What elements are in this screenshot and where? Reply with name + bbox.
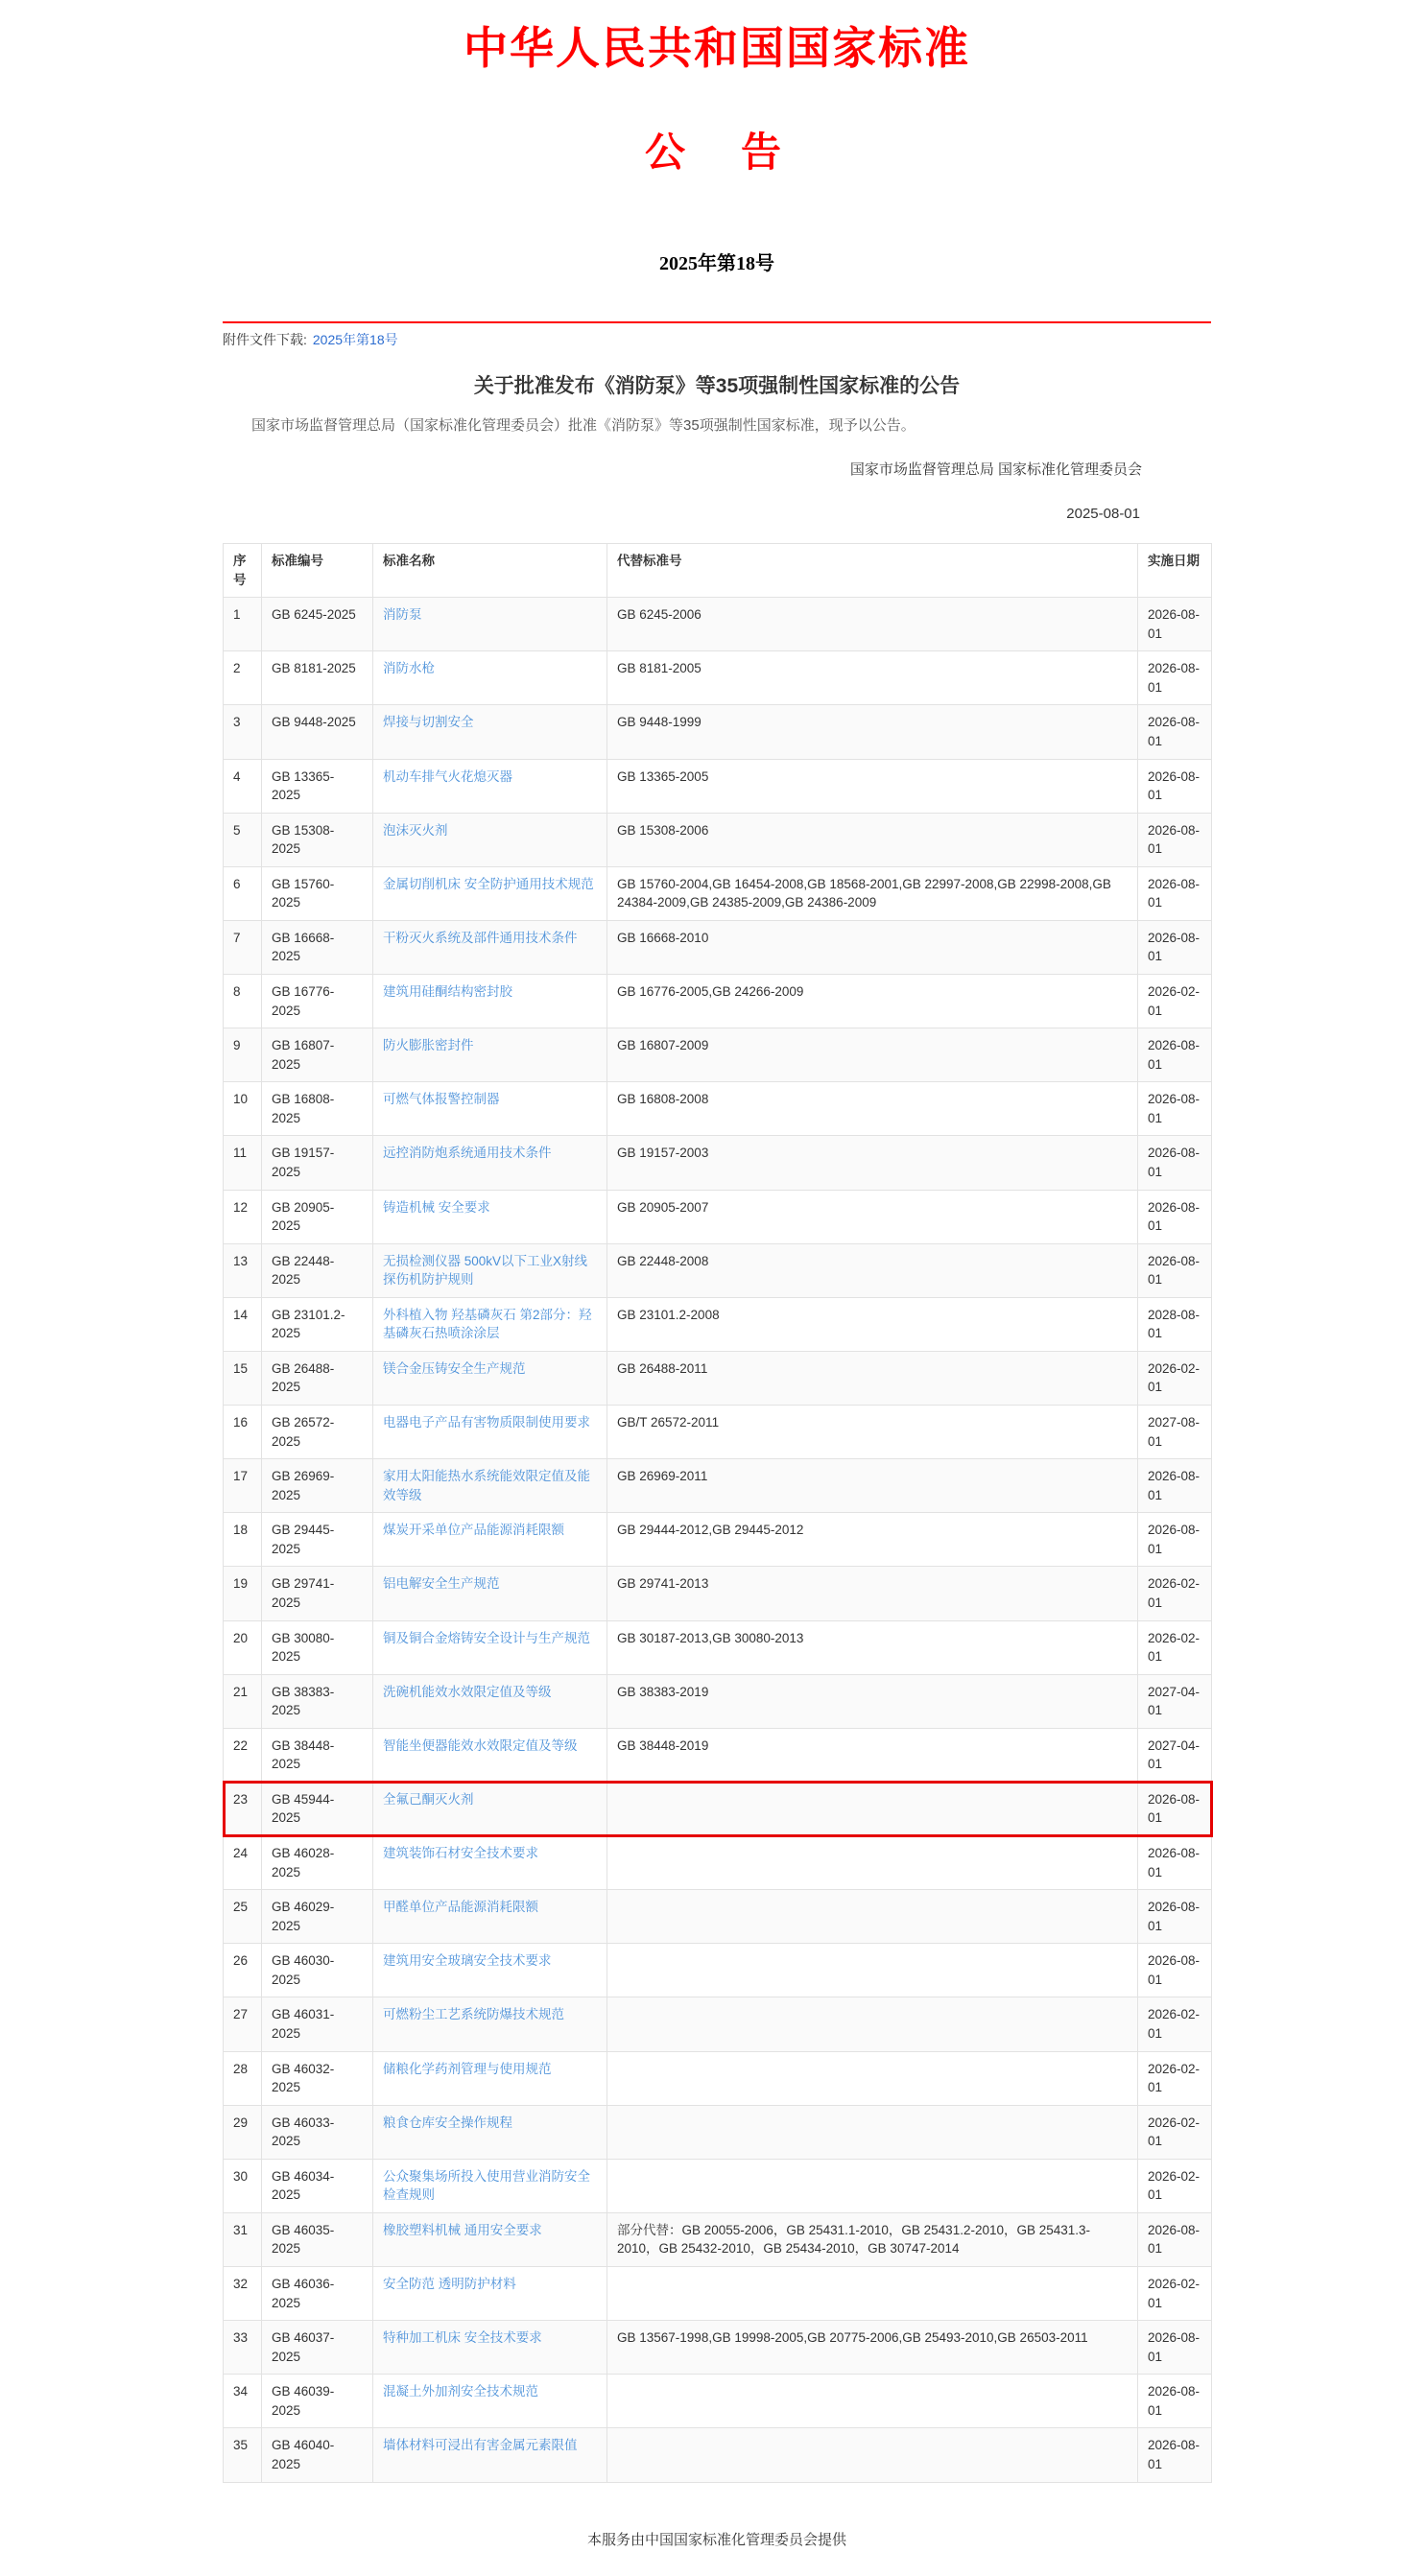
table-row [224, 1620, 1212, 1674]
table-row [224, 1351, 1212, 1405]
implementation-date: 2026-02-01 [1138, 1620, 1212, 1674]
table-row [224, 705, 1212, 759]
row-index: 5 [224, 813, 262, 866]
row-index: 9 [224, 1028, 262, 1082]
standard-name-link[interactable]: 无损检测仪器 500kV以下工业X射线探伤机防护规则 [383, 1253, 588, 1288]
standard-name-link[interactable]: 特种加工机床 安全技术要求 [383, 2330, 542, 2346]
table-row [224, 2375, 1212, 2428]
row-index: 1 [224, 598, 262, 651]
publish-date: 2025-08-01 [1066, 506, 1140, 522]
footer-text: 本服务由中国国家标准化管理委员会提供 [586, 2531, 846, 2548]
implementation-date: 2026-08-01 [1138, 2212, 1212, 2266]
row-index: 3 [224, 705, 262, 759]
implementation-date: 2026-08-01 [1138, 1944, 1212, 1997]
standard-name-link[interactable]: 建筑用硅酮结构密封胶 [383, 984, 512, 999]
standard-name-link[interactable]: 智能坐便器能效水效限定值及等级 [383, 1737, 578, 1753]
column-header: 标准名称 [373, 544, 607, 598]
implementation-date: 2026-08-01 [1138, 1890, 1212, 1944]
column-header: 代替标准号 [607, 544, 1138, 598]
standard-code: GB 16668-2025 [262, 920, 373, 974]
replaced-standards: GB 8181-2005 [607, 651, 1138, 705]
implementation-date: 2026-02-01 [1138, 1351, 1212, 1405]
row-index: 23 [224, 1782, 262, 1835]
standard-code: GB 46029-2025 [262, 1890, 373, 1944]
standard-code: GB 20905-2025 [262, 1190, 373, 1243]
table-row [224, 1944, 1212, 1997]
standard-name-link[interactable]: 建筑用安全玻璃安全技术要求 [383, 1953, 552, 1969]
standard-name-link[interactable]: 消防泵 [383, 607, 422, 623]
replaced-standards: GB 38448-2019 [607, 1728, 1138, 1782]
row-index: 2 [224, 651, 262, 705]
standard-name-cell [373, 1513, 607, 1567]
row-index: 11 [224, 1136, 262, 1190]
standard-name-link[interactable]: 外科植入物 羟基磷灰石 第2部分：羟基磷灰石热喷涂涂层 [383, 1307, 592, 1341]
standard-code: GB 45944-2025 [262, 1782, 373, 1835]
standard-name-cell [373, 866, 607, 920]
table-row [224, 1459, 1212, 1513]
table-row [224, 1243, 1212, 1297]
replaced-standards [607, 2375, 1138, 2428]
replaced-standards: GB 29741-2013 [607, 1567, 1138, 1620]
implementation-date: 2027-04-01 [1138, 1674, 1212, 1728]
table-row [224, 1567, 1212, 1620]
row-index: 25 [224, 1890, 262, 1944]
replaced-standards: 部分代替：GB 20055-2006，GB 25431.1-2010，GB 25431.2-2010，GB 25431.3-2010，GB 25432-2010，GB 25434-2010，GB 30747-2014 [607, 2212, 1138, 2266]
standard-name-link[interactable]: 可燃粉尘工艺系统防爆技术规范 [383, 2007, 564, 2022]
replaced-standards: GB 15308-2006 [607, 813, 1138, 866]
replaced-standards [607, 2105, 1138, 2159]
standard-code: GB 46031-2025 [262, 1997, 373, 2051]
standard-name-cell [373, 1674, 607, 1728]
standard-name-cell [373, 1028, 607, 1082]
standard-name-cell [373, 1997, 607, 2051]
replaced-standards: GB 16808-2008 [607, 1082, 1138, 1136]
implementation-date: 2026-08-01 [1138, 866, 1212, 920]
replaced-standards: GB 26969-2011 [607, 1459, 1138, 1513]
standards-table [223, 543, 1212, 2483]
standard-name-cell [373, 1567, 607, 1620]
implementation-date: 2026-08-01 [1138, 1243, 1212, 1297]
standard-name-cell [373, 2428, 607, 2482]
standard-name-link[interactable]: 储粮化学药剂管理与使用规范 [383, 2061, 552, 2076]
announcement-title: 关于批准发布《消防泵》等35项强制性国家标准的公告 [473, 375, 961, 397]
table-row [224, 2321, 1212, 2375]
replaced-standards: GB 16807-2009 [607, 1028, 1138, 1082]
table-row [224, 1297, 1212, 1351]
replaced-standards [607, 2267, 1138, 2321]
replaced-standards [607, 1997, 1138, 2051]
row-index: 31 [224, 2212, 262, 2266]
replaced-standards: GB 16668-2010 [607, 920, 1138, 974]
replaced-standards: GB 13365-2005 [607, 759, 1138, 813]
standard-name-link[interactable]: 电器电子产品有害物质限制使用要求 [383, 1415, 590, 1430]
attachment-link[interactable]: 2025年第18号 [312, 332, 398, 347]
column-header: 实施日期 [1138, 544, 1212, 598]
row-index: 15 [224, 1351, 262, 1405]
replaced-standards: GB 20905-2007 [607, 1190, 1138, 1243]
standard-code: GB 26488-2025 [262, 1351, 373, 1405]
standard-code: GB 30080-2025 [262, 1620, 373, 1674]
standard-name-cell [373, 2267, 607, 2321]
replaced-standards [607, 1944, 1138, 1997]
standard-code: GB 13365-2025 [262, 759, 373, 813]
replaced-standards: GB 22448-2008 [607, 1243, 1138, 1297]
standard-code: GB 46035-2025 [262, 2212, 373, 2266]
column-header: 序号 [224, 544, 262, 598]
standard-name-cell [373, 598, 607, 651]
replaced-standards: GB 16776-2005,GB 24266-2009 [607, 975, 1138, 1028]
standard-code: GB 26969-2025 [262, 1459, 373, 1513]
replaced-standards [607, 2051, 1138, 2105]
standard-name-link[interactable]: 公众聚集场所投入使用营业消防安全检查规则 [383, 2168, 590, 2203]
implementation-date: 2026-08-01 [1138, 1028, 1212, 1082]
table-row [224, 1190, 1212, 1243]
standard-code: GB 29741-2025 [262, 1567, 373, 1620]
standard-code: GB 22448-2025 [262, 1243, 373, 1297]
table-row [224, 598, 1212, 651]
row-index: 8 [224, 975, 262, 1028]
implementation-date: 2026-08-01 [1138, 2428, 1212, 2482]
standard-name-cell [373, 1406, 607, 1459]
row-index: 26 [224, 1944, 262, 1997]
table-row [224, 2267, 1212, 2321]
table-row [224, 1674, 1212, 1728]
implementation-date: 2026-08-01 [1138, 1782, 1212, 1835]
standard-name-link[interactable]: 粮食仓库安全操作规程 [383, 2115, 512, 2130]
standard-name-link[interactable]: 洗碗机能效水效限定值及等级 [383, 1684, 552, 1699]
standard-code: GB 16808-2025 [262, 1082, 373, 1136]
table-row [224, 2428, 1212, 2482]
standard-code: GB 19157-2025 [262, 1136, 373, 1190]
standard-code: GB 8181-2025 [262, 651, 373, 705]
standard-name-cell [373, 1890, 607, 1944]
implementation-date: 2026-08-01 [1138, 598, 1212, 651]
table-row [224, 1513, 1212, 1567]
page-subtitle: 公 告 [644, 131, 789, 176]
standard-name-cell [373, 2212, 607, 2266]
replaced-standards: GB 19157-2003 [607, 1136, 1138, 1190]
table-row [224, 866, 1212, 920]
standard-name-cell [373, 975, 607, 1028]
standard-code: GB 46030-2025 [262, 1944, 373, 1997]
standard-name-link[interactable]: 防火膨胀密封件 [383, 1038, 474, 1053]
table-row [224, 2105, 1212, 2159]
row-index: 19 [224, 1567, 262, 1620]
standard-code: GB 46039-2025 [262, 2375, 373, 2428]
standard-code: GB 38383-2025 [262, 1674, 373, 1728]
standard-name-link[interactable]: 远控消防炮系统通用技术条件 [383, 1146, 552, 1161]
standard-name-link[interactable]: 家用太阳能热水系统能效限定值及能效等级 [383, 1469, 590, 1502]
table-header-row [224, 544, 1212, 598]
standard-code: GB 16776-2025 [262, 975, 373, 1028]
row-index: 29 [224, 2105, 262, 2159]
row-index: 18 [224, 1513, 262, 1567]
table-row [224, 1406, 1212, 1459]
standard-code: GB 46040-2025 [262, 2428, 373, 2482]
standard-name-cell [373, 2159, 607, 2212]
standard-name-cell [373, 651, 607, 705]
table-row [224, 1836, 1212, 1890]
standard-name-cell [373, 1351, 607, 1405]
row-index: 27 [224, 1997, 262, 2051]
implementation-date: 2026-08-01 [1138, 1190, 1212, 1243]
row-index: 32 [224, 2267, 262, 2321]
standard-name-link[interactable]: 建筑装饰石材安全技术要求 [383, 1846, 538, 1860]
row-index: 4 [224, 759, 262, 813]
replaced-standards: GB 26488-2011 [607, 1351, 1138, 1405]
table-row [224, 651, 1212, 705]
row-index: 16 [224, 1406, 262, 1459]
implementation-date: 2026-02-01 [1138, 975, 1212, 1028]
standard-code: GB 29445-2025 [262, 1513, 373, 1567]
row-index: 33 [224, 2321, 262, 2375]
replaced-standards: GB 13567-1998,GB 19998-2005,GB 20775-2006,GB 25493-2010,GB 26503-2011 [607, 2321, 1138, 2375]
row-index: 28 [224, 2051, 262, 2105]
row-index: 17 [224, 1459, 262, 1513]
standard-code: GB 16807-2025 [262, 1028, 373, 1082]
standard-name-link[interactable]: 可燃气体报警控制器 [383, 1092, 500, 1107]
row-index: 12 [224, 1190, 262, 1243]
standard-name-link[interactable]: 混凝土外加剂安全技术规范 [383, 2384, 538, 2399]
standard-name-cell [373, 2051, 607, 2105]
standard-name-cell [373, 1944, 607, 1997]
table-row [224, 1082, 1212, 1136]
standard-name-link[interactable]: 墙体材料可浸出有害金属元素限值 [383, 2438, 578, 2453]
table-row [224, 1890, 1212, 1944]
row-index: 34 [224, 2375, 262, 2428]
implementation-date: 2026-02-01 [1138, 1567, 1212, 1620]
table-row [224, 1028, 1212, 1082]
table-row [224, 920, 1212, 974]
implementation-date: 2026-02-01 [1138, 2051, 1212, 2105]
row-index: 6 [224, 866, 262, 920]
replaced-standards [607, 1782, 1138, 1835]
row-index: 21 [224, 1674, 262, 1728]
standard-name-link[interactable]: 铜及铜合金熔铸安全设计与生产规范 [383, 1630, 590, 1645]
standard-code: GB 38448-2025 [262, 1728, 373, 1782]
standard-code: GB 6245-2025 [262, 598, 373, 651]
implementation-date: 2026-08-01 [1138, 759, 1212, 813]
replaced-standards [607, 2428, 1138, 2482]
replaced-standards: GB 23101.2-2008 [607, 1297, 1138, 1351]
row-index: 10 [224, 1082, 262, 1136]
implementation-date: 2026-08-01 [1138, 2321, 1212, 2375]
replaced-standards: GB 9448-1999 [607, 705, 1138, 759]
standard-code: GB 9448-2025 [262, 705, 373, 759]
page-title: 中华人民共和国国家标准 [464, 24, 970, 73]
table-row [224, 1136, 1212, 1190]
announcement-body: 国家市场监督管理总局（国家标准化管理委员会）批准《消防泵》等35项强制性国家标准，现予以公告。 [251, 417, 916, 434]
implementation-date: 2026-02-01 [1138, 2267, 1212, 2321]
implementation-date: 2026-08-01 [1138, 705, 1212, 759]
row-index: 13 [224, 1243, 262, 1297]
implementation-date: 2026-08-01 [1138, 1459, 1212, 1513]
standard-code: GB 15760-2025 [262, 866, 373, 920]
standard-code: GB 46028-2025 [262, 1836, 373, 1890]
row-index: 24 [224, 1836, 262, 1890]
standard-name-link[interactable]: 铸造机械 安全要求 [383, 1199, 490, 1215]
standard-code: GB 46032-2025 [262, 2051, 373, 2105]
implementation-date: 2026-02-01 [1138, 2159, 1212, 2212]
table-row [224, 1728, 1212, 1782]
table-row [224, 2051, 1212, 2105]
standard-name-cell [373, 1297, 607, 1351]
issuing-authority: 国家市场监督管理总局 国家标准化管理委员会 [849, 461, 1142, 478]
row-index: 30 [224, 2159, 262, 2212]
standard-code: GB 46037-2025 [262, 2321, 373, 2375]
row-index: 14 [224, 1297, 262, 1351]
implementation-date: 2026-08-01 [1138, 920, 1212, 974]
standard-name-cell [373, 1243, 607, 1297]
row-index: 22 [224, 1728, 262, 1782]
standard-name-cell [373, 2105, 607, 2159]
standard-name-link[interactable]: 煤炭开采单位产品能源消耗限额 [383, 1523, 564, 1538]
standard-name-link[interactable]: 干粉灭火系统及部件通用技术条件 [383, 930, 578, 945]
implementation-date: 2026-02-01 [1138, 1997, 1212, 2051]
standard-name-cell [373, 1782, 607, 1835]
attachment-label: 附件文件下载: [223, 332, 307, 347]
replaced-standards [607, 1890, 1138, 1944]
standard-name-cell [373, 920, 607, 974]
table-row [224, 759, 1212, 813]
standard-name-cell [373, 1620, 607, 1674]
implementation-date: 2026-08-01 [1138, 1082, 1212, 1136]
standard-name-cell [373, 1728, 607, 1782]
standard-code: GB 26572-2025 [262, 1406, 373, 1459]
standard-name-cell [373, 1190, 607, 1243]
implementation-date: 2026-08-01 [1138, 813, 1212, 866]
standard-name-link[interactable]: 镁合金压铸安全生产规范 [383, 1360, 526, 1376]
table-row [224, 2212, 1212, 2266]
standard-name-cell [373, 2375, 607, 2428]
standard-name-link[interactable]: 机动车排气火花熄灭器 [383, 768, 512, 784]
table-row [224, 2159, 1212, 2212]
row-index: 7 [224, 920, 262, 974]
replaced-standards: GB/T 26572-2011 [607, 1406, 1138, 1459]
standard-name-cell [373, 813, 607, 866]
implementation-date: 2027-04-01 [1138, 1728, 1212, 1782]
implementation-date: 2027-08-01 [1138, 1406, 1212, 1459]
replaced-standards [607, 1836, 1138, 1890]
implementation-date: 2028-08-01 [1138, 1297, 1212, 1351]
standard-name-link[interactable]: 橡胶塑料机械 通用安全要求 [383, 2222, 542, 2237]
standard-name-link[interactable]: 铝电解安全生产规范 [383, 1576, 500, 1592]
table-row [224, 1997, 1212, 2051]
replaced-standards: GB 38383-2019 [607, 1674, 1138, 1728]
implementation-date: 2026-08-01 [1138, 651, 1212, 705]
standard-name-link[interactable]: 消防水枪 [383, 661, 435, 676]
standard-name-cell [373, 1836, 607, 1890]
standard-name-link[interactable]: 金属切削机床 安全防护通用技术规范 [383, 876, 594, 891]
standard-name-cell [373, 1136, 607, 1190]
standard-code: GB 15308-2025 [262, 813, 373, 866]
column-header: 标准编号 [262, 544, 373, 598]
replaced-standards: GB 6245-2006 [607, 598, 1138, 651]
row-index: 20 [224, 1620, 262, 1674]
standard-name-link[interactable]: 甲醛单位产品能源消耗限额 [383, 1900, 538, 1915]
highlighted-table-row [224, 1782, 1212, 1835]
attachment-row [223, 330, 1211, 349]
standard-name-cell [373, 759, 607, 813]
replaced-standards: GB 29444-2012,GB 29445-2012 [607, 1513, 1138, 1567]
standard-code: GB 23101.2-2025 [262, 1297, 373, 1351]
replaced-standards: GB 15760-2004,GB 16454-2008,GB 18568-2001,GB 22997-2008,GB 22998-2008,GB 24384-2009,GB 24385-2009,GB 24386-2009 [607, 866, 1138, 920]
issue-number: 2025年第18号 [659, 253, 774, 274]
table-row [224, 975, 1212, 1028]
implementation-date: 2026-02-01 [1138, 2105, 1212, 2159]
standard-name-cell [373, 1082, 607, 1136]
row-index: 35 [224, 2428, 262, 2482]
standard-name-link[interactable]: 安全防范 透明防护材料 [383, 2277, 516, 2291]
red-divider [223, 321, 1211, 323]
standard-name-cell [373, 2321, 607, 2375]
standard-code: GB 46036-2025 [262, 2267, 373, 2321]
standard-code: GB 46033-2025 [262, 2105, 373, 2159]
standard-name-link[interactable]: 焊接与切割安全 [383, 715, 474, 730]
standard-code: GB 46034-2025 [262, 2159, 373, 2212]
standard-name-cell [373, 705, 607, 759]
implementation-date: 2026-08-01 [1138, 1513, 1212, 1567]
replaced-standards: GB 30187-2013,GB 30080-2013 [607, 1620, 1138, 1674]
implementation-date: 2026-08-01 [1138, 1136, 1212, 1190]
standard-name-link[interactable]: 泡沫灭火剂 [383, 822, 448, 838]
table-row [224, 813, 1212, 866]
standard-name-link[interactable]: 全氟己酮灭火剂 [383, 1791, 474, 1807]
page-content [223, 0, 1211, 2576]
replaced-standards [607, 2159, 1138, 2212]
standard-name-cell [373, 1459, 607, 1513]
implementation-date: 2026-08-01 [1138, 1836, 1212, 1890]
implementation-date: 2026-08-01 [1138, 2375, 1212, 2428]
